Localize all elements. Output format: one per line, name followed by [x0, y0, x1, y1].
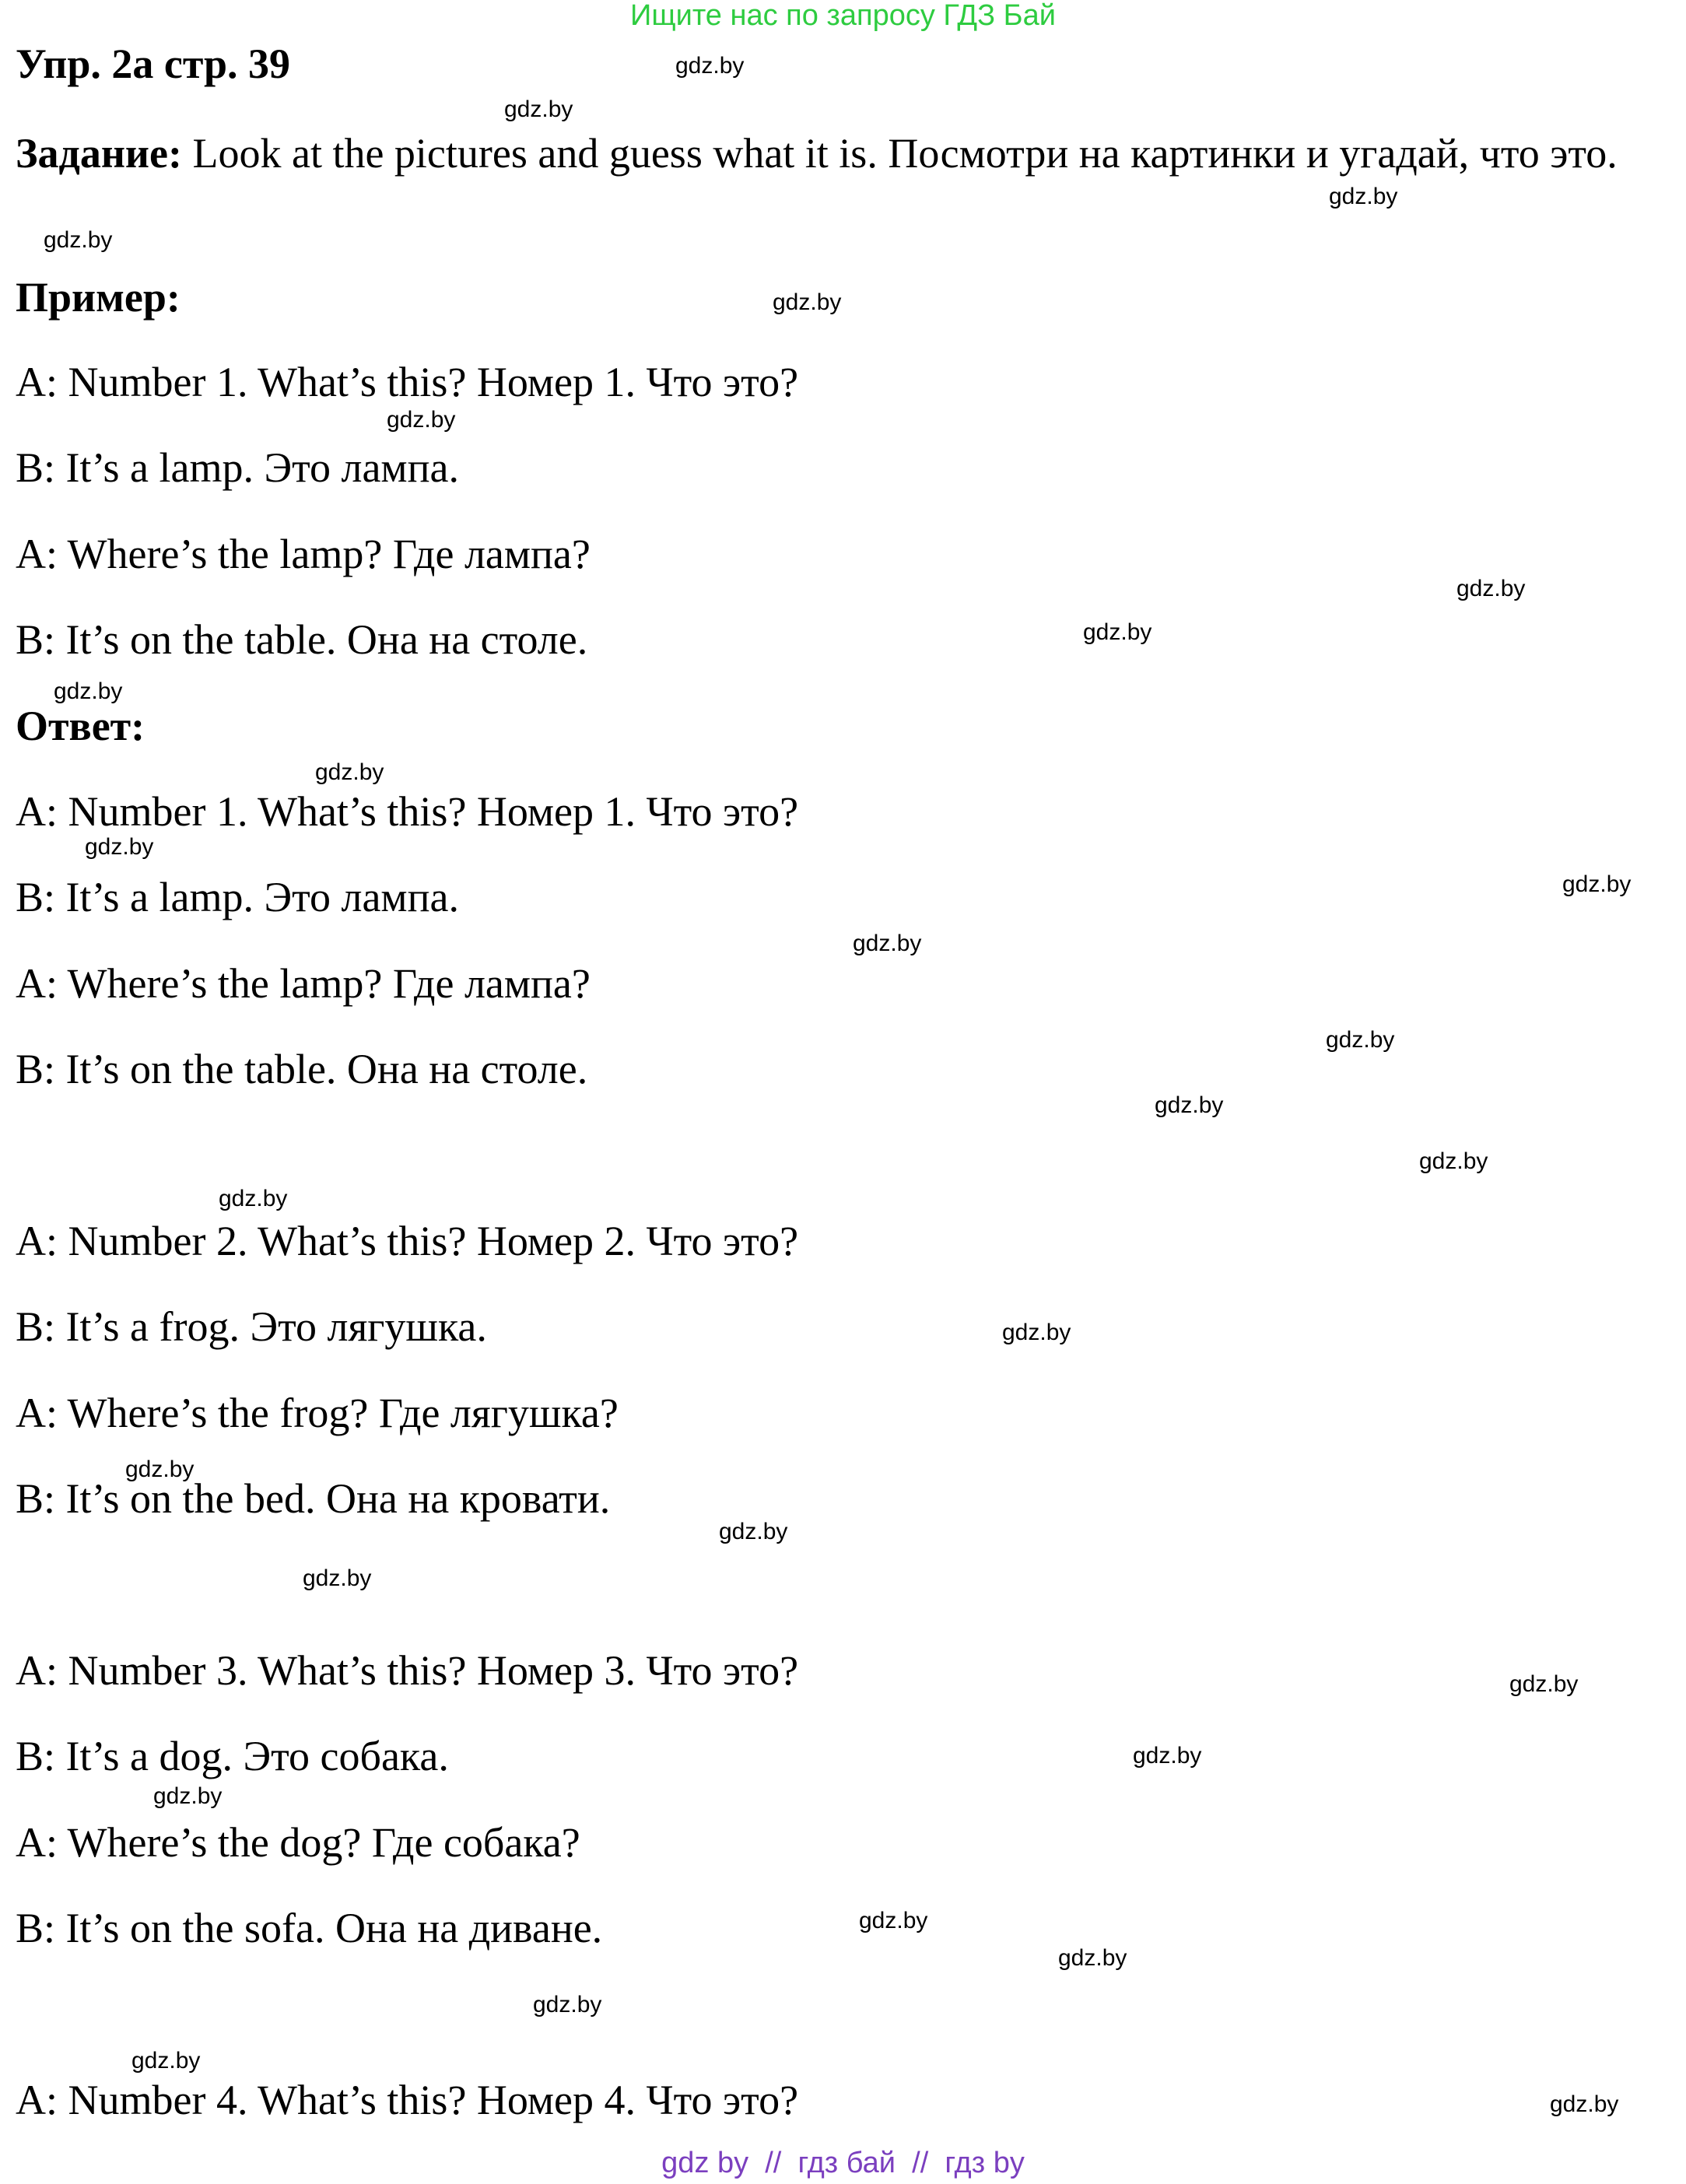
- watermark: gdz.by: [315, 759, 384, 785]
- watermark: gdz.by: [303, 1565, 372, 1591]
- top-banner: Ищите нас по запросу ГДЗ Бай: [630, 0, 1056, 32]
- watermark: gdz.by: [153, 1783, 223, 1809]
- watermark: gdz.by: [219, 1186, 288, 1211]
- answer-line: A: Number 1. What’s this? Номер 1. Что это?: [16, 788, 799, 835]
- example-line: B: It’s on the table. Она на столе.: [16, 616, 588, 663]
- answer-line: B: It’s a dog. Это собака.: [16, 1733, 449, 1779]
- watermark: gdz.by: [1058, 1945, 1127, 1971]
- answer-line: A: Number 4. What’s this? Номер 4. Что это?: [16, 2077, 799, 2123]
- answer-line: B: It’s on the table. Она на столе.: [16, 1046, 588, 1092]
- watermark: gdz.by: [719, 1519, 788, 1544]
- watermark: gdz.by: [1155, 1092, 1224, 1118]
- watermark: gdz.by: [773, 289, 842, 315]
- answer-line: B: It’s on the bed. Она на кровати.: [16, 1475, 611, 1522]
- answer-line: A: Where’s the lamp? Где лампа?: [16, 960, 591, 1007]
- bottom-banner: gdz by // гдз бай // гдз by: [661, 2147, 1025, 2179]
- watermark: gdz.by: [675, 53, 745, 79]
- watermark: gdz.by: [533, 1992, 602, 2017]
- watermark: gdz.by: [504, 96, 573, 122]
- example-line: B: It’s a lamp. Это лампа.: [16, 444, 459, 491]
- exercise-title: Упр. 2а стр. 39: [16, 40, 291, 87]
- watermark: gdz.by: [1550, 2091, 1619, 2117]
- answer-line: B: It’s on the sofa. Она на диване.: [16, 1905, 603, 1951]
- watermark: gdz.by: [1133, 1743, 1202, 1769]
- watermark: gdz.by: [1562, 871, 1632, 897]
- watermark: gdz.by: [1326, 1027, 1395, 1053]
- watermark: gdz.by: [1509, 1671, 1579, 1697]
- example-heading: Пример:: [16, 274, 181, 321]
- watermark: gdz.by: [1419, 1148, 1488, 1174]
- answer-line: A: Number 3. What’s this? Номер 3. Что это?: [16, 1647, 799, 1694]
- watermark: gdz.by: [1083, 619, 1152, 645]
- example-line: A: Where’s the lamp? Где лампа?: [16, 531, 591, 577]
- watermark: gdz.by: [54, 678, 123, 704]
- watermark: gdz.by: [853, 931, 922, 956]
- watermark: gdz.by: [1456, 576, 1526, 601]
- watermark: gdz.by: [859, 1908, 928, 1933]
- answer-line: A: Where’s the frog? Где лягушка?: [16, 1390, 619, 1436]
- watermark: gdz.by: [1329, 184, 1398, 209]
- task-text: Look at the pictures and guess what it is. Посмотри на картинки и угадай, что это.: [182, 130, 1618, 177]
- answer-line: B: It’s a frog. Это лягушка.: [16, 1303, 487, 1350]
- watermark: gdz.by: [44, 227, 113, 253]
- watermark: gdz.by: [1002, 1320, 1071, 1345]
- answer-line: A: Number 2. What’s this? Номер 2. Что это?: [16, 1218, 799, 1264]
- task-paragraph: [16, 123, 1673, 184]
- answer-line: A: Where’s the dog? Где собака?: [16, 1819, 580, 1866]
- watermark: gdz.by: [125, 1457, 195, 1482]
- task-label: Задание:: [16, 130, 182, 177]
- example-line: A: Number 1. What’s this? Номер 1. Что это?: [16, 359, 799, 405]
- watermark: gdz.by: [131, 2048, 201, 2074]
- answer-line: B: It’s a lamp. Это лампа.: [16, 874, 459, 920]
- watermark: gdz.by: [387, 407, 456, 433]
- answer-heading: Ответ:: [16, 703, 145, 749]
- watermark: gdz.by: [85, 834, 154, 860]
